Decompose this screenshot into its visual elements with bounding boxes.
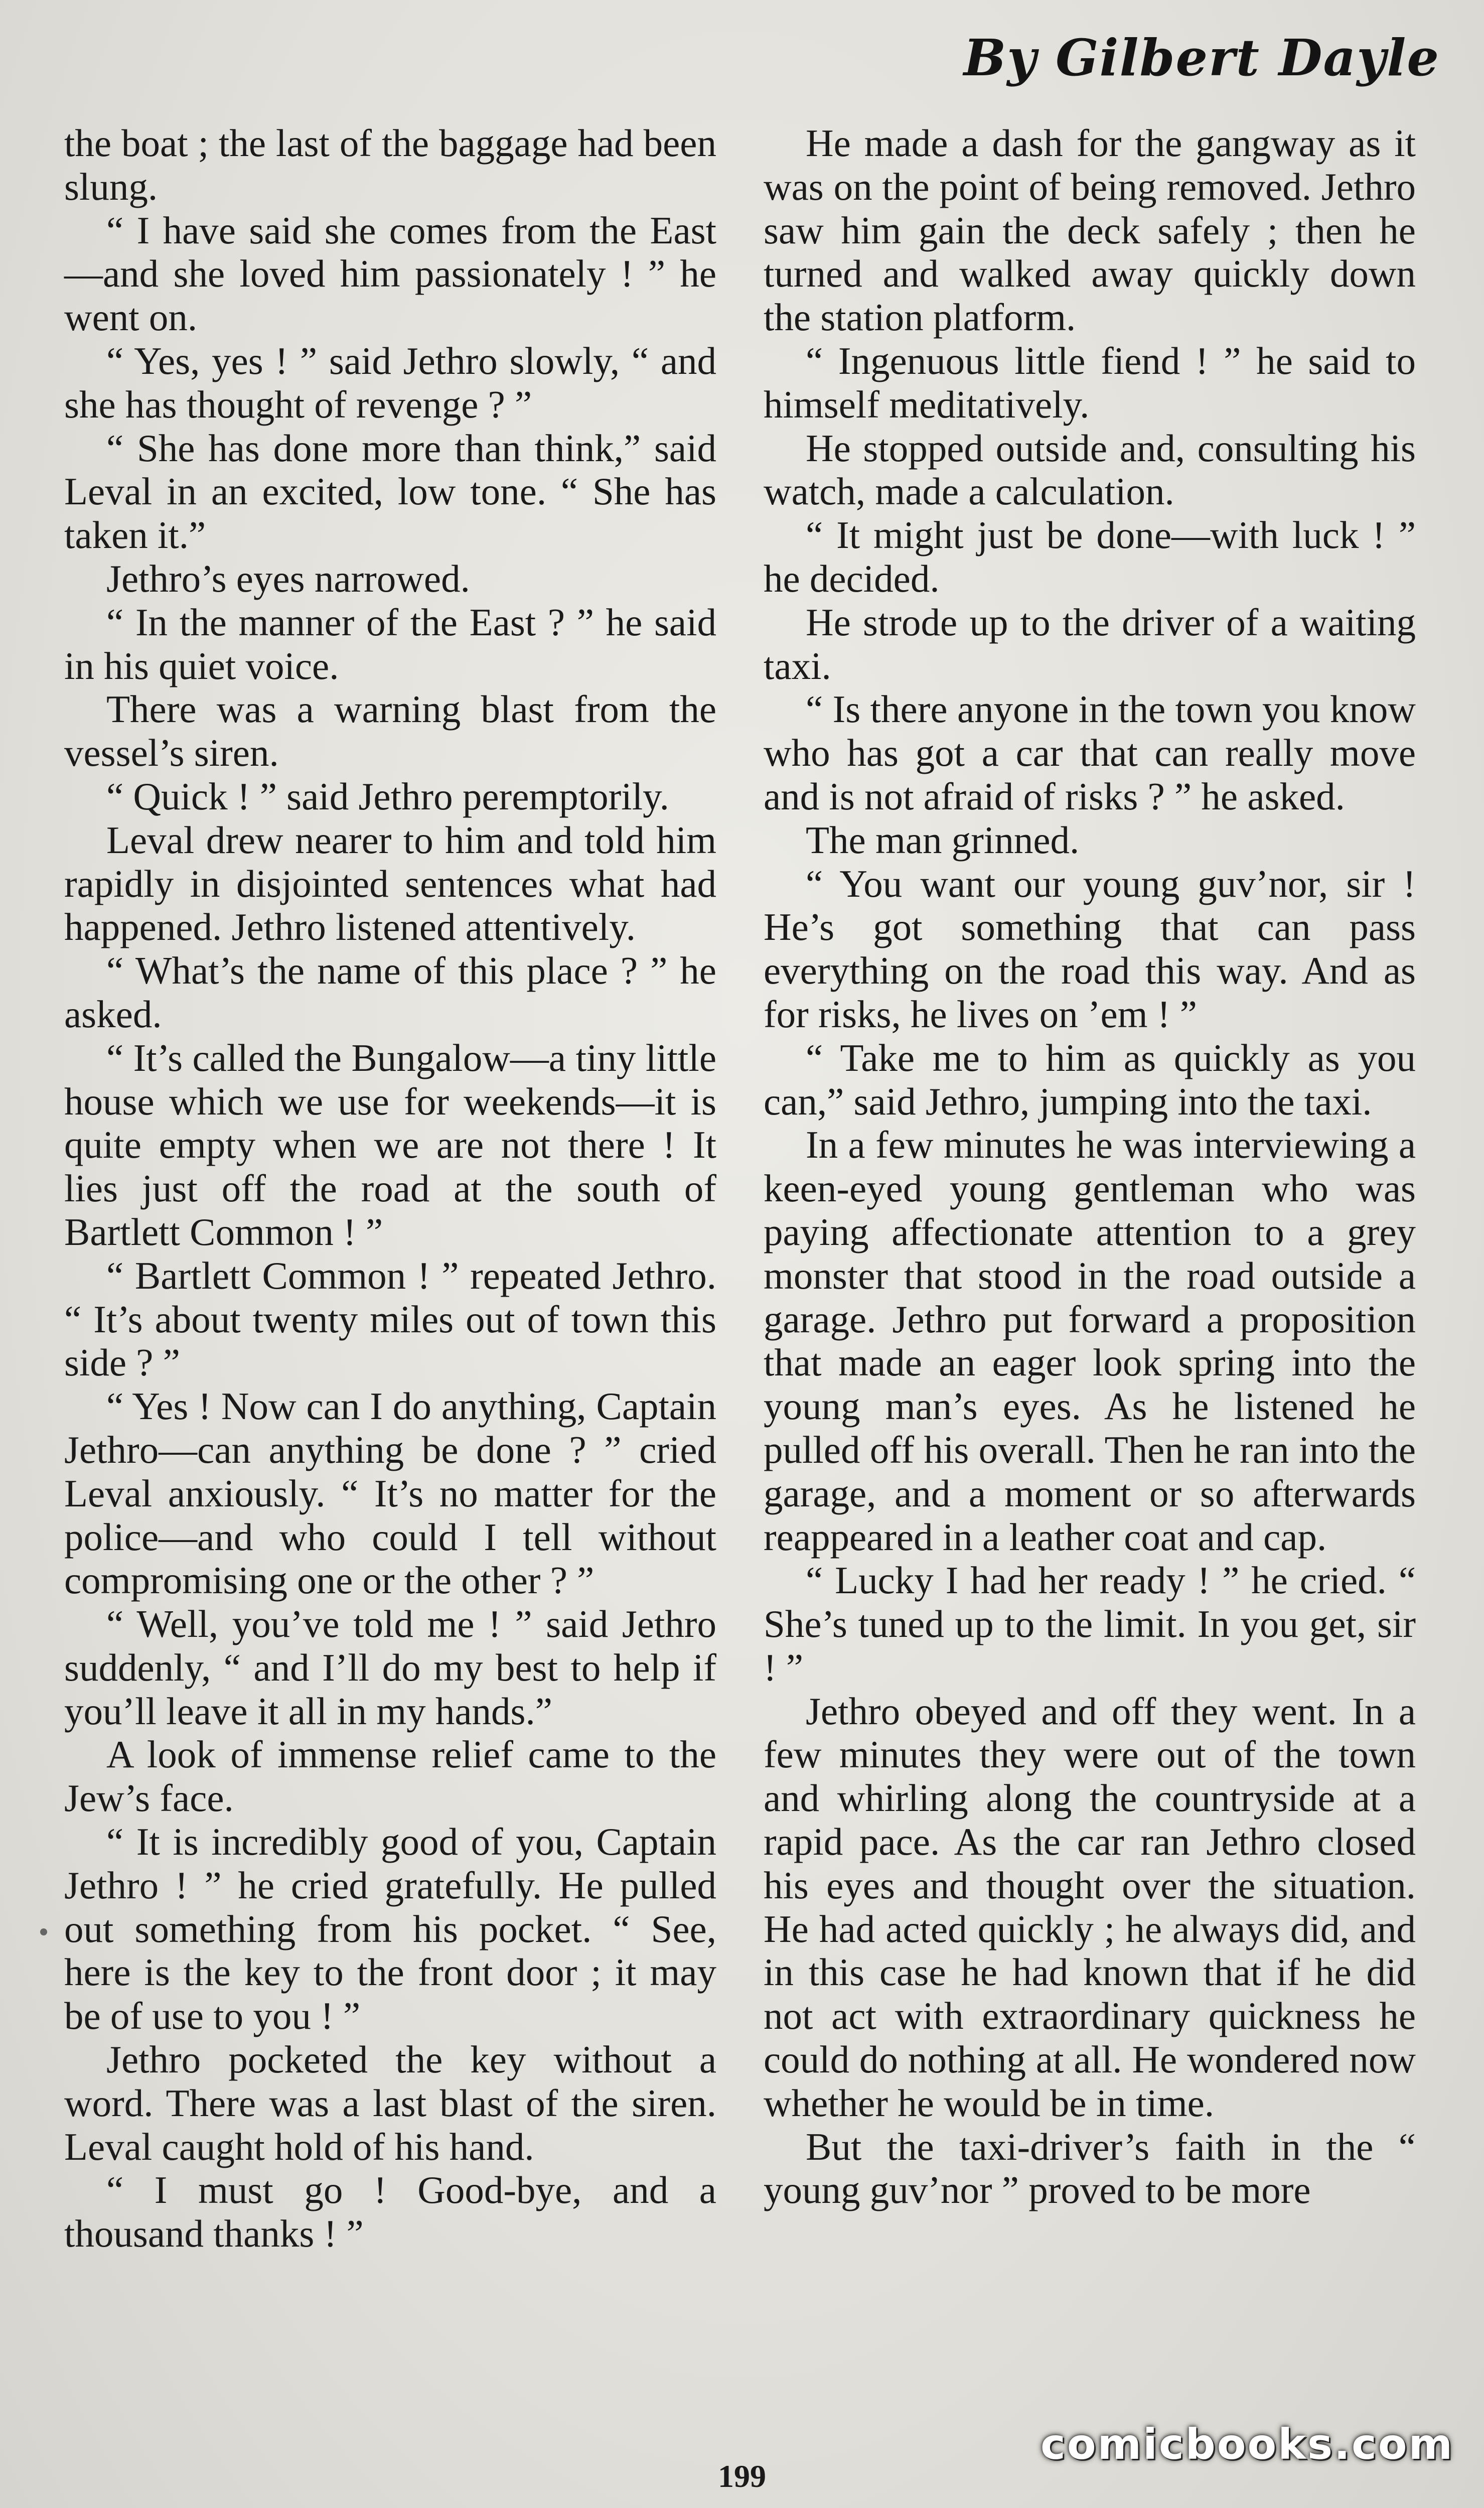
paragraph: Jethro pocketed the key without a word. There was a last blast of the siren. Leval caught hold of his hand. xyxy=(64,2038,716,2168)
margin-speck xyxy=(40,1928,47,1935)
paragraph: He made a dash for the gangway as it was on the point of being removed. Jethro saw him gain the deck safely ; then he turned and walked away quickly down the station platform. xyxy=(764,121,1416,339)
paragraph: Jethro obeyed and off they went. In a few minutes they were out of the town and whirling along the countryside at a rapid pace. As the car ran Jethro closed his eyes and thought over the situation. He had acted quickly ; he always did, and in this case he had known that if he did not act with extraordinary quickness he could do nothing at all. He wondered now whether he would be in time. xyxy=(764,1689,1416,2125)
paragraph: Jethro’s eyes narrowed. xyxy=(106,556,470,600)
paragraph: “ Quick ! ” said Jethro peremptorily. xyxy=(106,774,669,818)
site-watermark: comicbooks.com xyxy=(1041,2420,1454,2469)
paragraph: There was a warning blast from the vessel’s siren. xyxy=(64,687,716,775)
paragraph: “ Lucky I had her ready ! ” he cried. “ She’s tuned up to the limit. In you get, sir ! ” xyxy=(764,1559,1416,1689)
paragraph: Leval drew nearer to him and told him rapidly in disjointed sentences what had happened. Jethro listened attentively. xyxy=(64,818,716,949)
author-byline: By Gilbert Dayle xyxy=(963,28,1440,87)
left-text-column xyxy=(64,121,716,2256)
paragraph: “ She has done more than think,” said Leval in an excited, low tone. “ She has taken it.” xyxy=(64,426,716,557)
paragraph: The man grinned. xyxy=(806,818,1080,862)
paragraph: “ Is there anyone in the town you know who has got a car that can really move and is not afraid of risks ? ” he asked. xyxy=(764,687,1416,818)
paragraph: “ I must go ! Good-bye, and a thousand thanks ! ” xyxy=(64,2168,716,2256)
paragraph: “ It’s called the Bungalow—a tiny little house which we use for weekends—it is quite empty when we are not there ! It lies just off the road at the south of Bartlett Common ! ” xyxy=(64,1036,716,1253)
paragraph: “ It is incredibly good of you, Captain Jethro ! ” he cried gratefully. He pulled out something from his pocket. “ See, here is the key to the front door ; it may be of use to you ! ” xyxy=(64,1820,716,2038)
paragraph: “ You want our young guv’nor, sir ! He’s got something that can pass everything on the road this way. And as for risks, he lives on ’em ! ” xyxy=(764,862,1416,1036)
paragraph: He stopped outside and, consulting his watch, made a calculation. xyxy=(764,426,1416,513)
paragraph: “ Ingenuous little fiend ! ” he said to himself meditatively. xyxy=(764,339,1416,426)
paragraph: “ It might just be done—with luck ! ” he decided. xyxy=(764,513,1416,600)
paragraph: “ Well, you’ve told me ! ” said Jethro suddenly, “ and I’ll do my best to help if you’ll leave it all in my hands.” xyxy=(64,1602,716,1733)
paragraph: “ Bartlett Common ! ” repeated Jethro. “ It’s about twenty miles out of town this side ? ” xyxy=(64,1253,716,1384)
page-number: 199 xyxy=(718,2458,766,2494)
paragraph: “ Take me to him as quickly as you can,” said Jethro, jumping into the taxi. xyxy=(764,1036,1416,1123)
right-text-column xyxy=(764,121,1416,2212)
paragraph: “ What’s the name of this place ? ” he asked. xyxy=(64,949,716,1036)
paragraph: A look of immense relief came to the Jew’s face. xyxy=(64,1733,716,1820)
paragraph: But the taxi-driver’s faith in the “ young guv’nor ” proved to be more xyxy=(764,2125,1416,2212)
paragraph: “ I have said she comes from the East—and she loved him passionately ! ” he went on. xyxy=(64,208,716,339)
paragraph: In a few minutes he was interviewing a keen-eyed young gentleman who was paying affectionate attention to a grey monster that stood in the road outside a garage. Jethro put forward a proposition that made an eager look spring into the young man’s eyes. As he listened he pulled off his overall. Then he ran into the garage, and a moment or so afterwards reappeared in a leather coat and cap. xyxy=(764,1123,1416,1559)
paragraph: the boat ; the last of the baggage had been slung. xyxy=(64,121,716,208)
paragraph: He strode up to the driver of a waiting taxi. xyxy=(764,600,1416,687)
paragraph: “ Yes, yes ! ” said Jethro slowly, “ and she has thought of revenge ? ” xyxy=(64,339,716,426)
paragraph: “ In the manner of the East ? ” he said in his quiet voice. xyxy=(64,600,716,687)
paragraph: “ Yes ! Now can I do anything, Captain Jethro—can anything be done ? ” cried Leval anxiously. “ It’s no matter for the police—and who could I tell without compromising one or the other ? ” xyxy=(64,1384,716,1602)
